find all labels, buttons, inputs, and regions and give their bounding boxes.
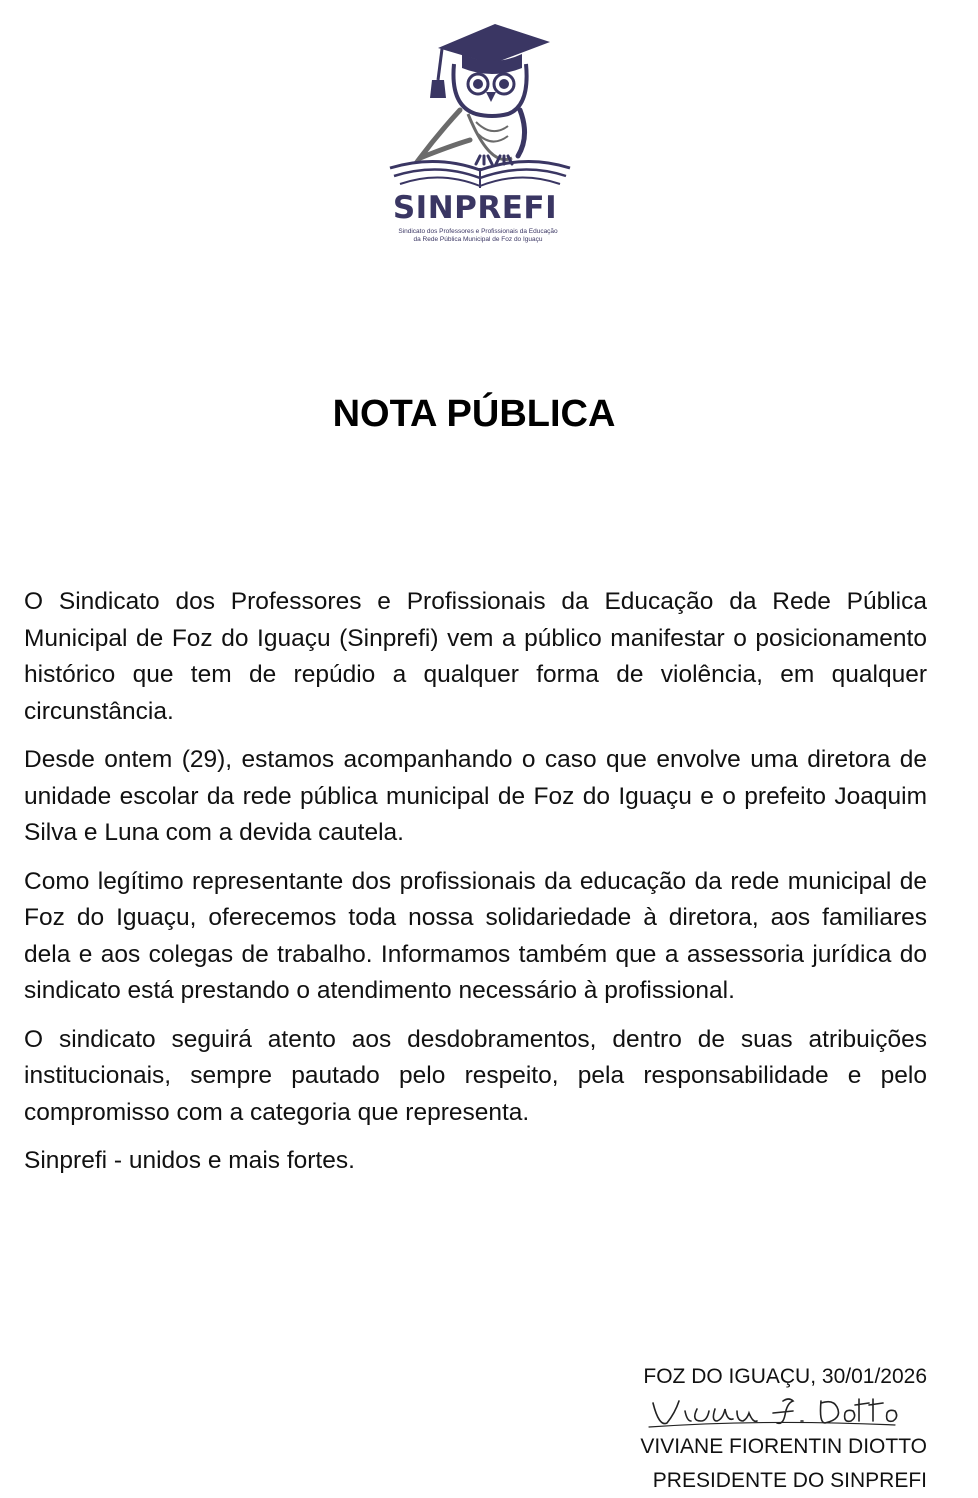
- closing-motto: Sinprefi - unidos e mais fortes.: [24, 1147, 355, 1174]
- body-paragraph: O sindicato seguirá atento aos desdobramentos, dentro de suas atribuições institucionais, sempre pautado pelo respeito, pela responsabilidade e pelo compromisso com a categoria que representa.: [24, 1025, 927, 1126]
- document-title: NOTA PÚBLICA: [332, 393, 616, 435]
- signature-block: [507, 1360, 927, 1498]
- logo-wordmark: SINPREFI: [392, 190, 558, 226]
- logo-subtitle: [398, 228, 558, 244]
- body-paragraph: Desde ontem (29), estamos acompanhando o caso que envolve uma diretora de unidade escolar da rede pública municipal de Foz do Iguaçu e o prefeito Joaquim Silva e Luna com a devida cautela.: [24, 746, 927, 846]
- place-and-date: FOZ DO IGUAÇU, 30/01/2026: [643, 1365, 927, 1388]
- logo-subtitle-line: Sindicato dos Professores e Profissionais da Educação: [398, 228, 558, 235]
- document-body: [24, 584, 927, 1192]
- signer-name: VIVIANE FIORENTIN DIOTTO: [640, 1435, 927, 1458]
- signer-role: PRESIDENTE DO SINPREFI: [652, 1469, 927, 1492]
- body-paragraph: O Sindicato dos Professores e Profissionais da Educação da Rede Pública Municipal de Foz do Iguaçu (Sinprefi) vem a público manifestar o posicionamento histórico que tem de repúdio a qualquer forma de violência, em qualquer circunstância.: [24, 588, 927, 725]
- logo-subtitle-line: da Rede Pública Municipal de Foz do Iguaçu: [413, 236, 543, 243]
- handwritten-signature-icon: [645, 1393, 905, 1433]
- sinprefi-logo: [380, 18, 580, 250]
- body-paragraph: Como legítimo representante dos profissionais da educação da rede municipal de Foz do Iguaçu, oferecemos toda nossa solidariedade à diretora, aos familiares dela e aos colegas de trabalho. Informamos também que a assessoria jurídica do sindicato está prestando o atendimento necessário à profissional.: [24, 867, 927, 1004]
- owl-graduation-icon: [380, 18, 580, 198]
